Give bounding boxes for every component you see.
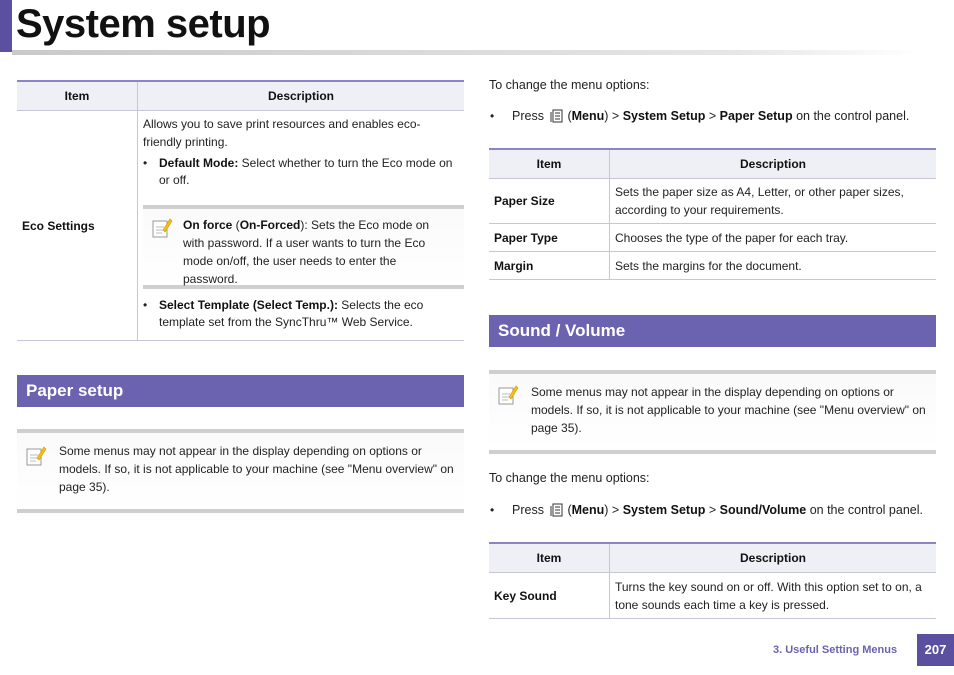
list-item xyxy=(143,155,459,189)
paper-setup-label: Paper Setup xyxy=(719,109,793,123)
bullet-dot: • xyxy=(490,109,495,123)
eco-bullet-list xyxy=(143,155,459,189)
menu-button-icon xyxy=(550,503,564,518)
menu-label: Menu xyxy=(571,503,605,517)
default-mode-text: Select whether to turn the Eco mode on or off. xyxy=(159,156,453,187)
eco-intro: Allows you to save print resources and enables eco-friendly printing. xyxy=(143,117,421,149)
on-force-description: ): Sets the Eco mode on with password. If a user wants to turn the Eco mode on/off, the user needs to enter the password. xyxy=(183,218,430,286)
on-force-label: On force xyxy=(183,218,233,232)
paper-setup-table xyxy=(489,148,936,280)
table-row xyxy=(489,179,936,224)
table-row xyxy=(489,252,936,280)
column-header-item: Item xyxy=(489,543,610,573)
footer-chapter-label: 3. Useful Setting Menus xyxy=(773,644,898,656)
press-text: Press xyxy=(512,503,544,517)
path-separator: > xyxy=(708,109,717,123)
eco-settings-table xyxy=(17,80,464,341)
column-header-description: Description xyxy=(610,149,937,179)
system-setup-label: System Setup xyxy=(622,109,706,123)
paper-setup-note xyxy=(17,429,464,513)
table-cell-item: Key Sound xyxy=(489,573,610,619)
path-separator: > xyxy=(708,503,717,517)
menu-label: Menu xyxy=(571,109,605,123)
menu-button-icon xyxy=(550,109,564,124)
bullet-dot: • xyxy=(490,503,495,517)
system-setup-label: System Setup xyxy=(622,503,706,517)
eco-settings-description xyxy=(138,111,465,341)
table-cell-description: Turns the key sound on or off. With this option set to on, a tone sounds each time a key is pressed. xyxy=(610,573,937,619)
sound-volume-label: Sound/Volume xyxy=(719,503,807,517)
page-title: System setup xyxy=(16,2,271,46)
title-rule xyxy=(12,50,917,55)
on-force-note-text xyxy=(183,216,449,288)
sound-volume-intro: To change the menu options: xyxy=(489,471,650,485)
paper-setup-intro: To change the menu options: xyxy=(489,78,650,92)
sound-volume-heading: Sound / Volume xyxy=(489,315,936,347)
note-pencil-icon xyxy=(25,445,47,467)
path-separator: > xyxy=(611,503,620,517)
column-header-description: Description xyxy=(138,81,465,111)
eco-bullet-list-2 xyxy=(143,297,459,331)
column-header-description: Description xyxy=(610,543,937,573)
list-item xyxy=(143,297,459,331)
note-pencil-icon xyxy=(497,384,519,406)
sound-volume-note xyxy=(489,370,936,454)
on-force-note xyxy=(143,205,464,289)
note-paren: ( xyxy=(232,218,240,232)
eco-settings-item: Eco Settings xyxy=(17,111,138,341)
note-pencil-icon xyxy=(151,217,173,239)
column-header-item: Item xyxy=(489,149,610,179)
sound-volume-table xyxy=(489,542,936,619)
select-template-label: Select Template (Select Temp.): xyxy=(159,298,338,312)
suffix-text: on the control panel. xyxy=(796,109,910,123)
table-cell-description: Sets the paper size as A4, Letter, or other paper sizes, according to your requirements. xyxy=(610,179,937,224)
select-template-text: Selects the eco template set from the SyncThru™ Web Service. xyxy=(159,298,424,329)
paper-setup-note-text: Some menus may not appear in the display depending on options or models. If so, it is not applicable to your machine (see "Menu overview" on page 35). xyxy=(59,444,454,494)
on-forced-label: On-Forced xyxy=(239,218,301,232)
column-header-item: Item xyxy=(17,81,138,111)
table-row xyxy=(489,224,936,252)
sound-volume-note-text: Some menus may not appear in the display depending on options or models. If so, it is not applicable to your machine (see "Menu overview" on page 35). xyxy=(531,385,926,435)
press-text: Press xyxy=(512,109,544,123)
path-separator: > xyxy=(611,109,620,123)
title-accent-bar xyxy=(0,0,12,52)
page-number: 207 xyxy=(917,634,954,666)
table-cell-item: Paper Size xyxy=(489,179,610,224)
table-cell-description: Sets the margins for the document. xyxy=(610,252,937,280)
default-mode-label: Default Mode: xyxy=(159,156,239,170)
table-cell-item: Paper Type xyxy=(489,224,610,252)
suffix-text: on the control panel. xyxy=(809,503,923,517)
table-row xyxy=(489,573,936,619)
table-cell-item: Margin xyxy=(489,252,610,280)
paper-setup-heading: Paper setup xyxy=(17,375,464,407)
sound-volume-menu-path: Press (Menu) > System Setup > Sound/Volume on the control panel. xyxy=(512,503,923,517)
table-cell-description: Chooses the type of the paper for each tray. xyxy=(610,224,937,252)
paper-setup-menu-path: Press (Menu) > System Setup > Paper Setup on the control panel. xyxy=(512,109,910,123)
